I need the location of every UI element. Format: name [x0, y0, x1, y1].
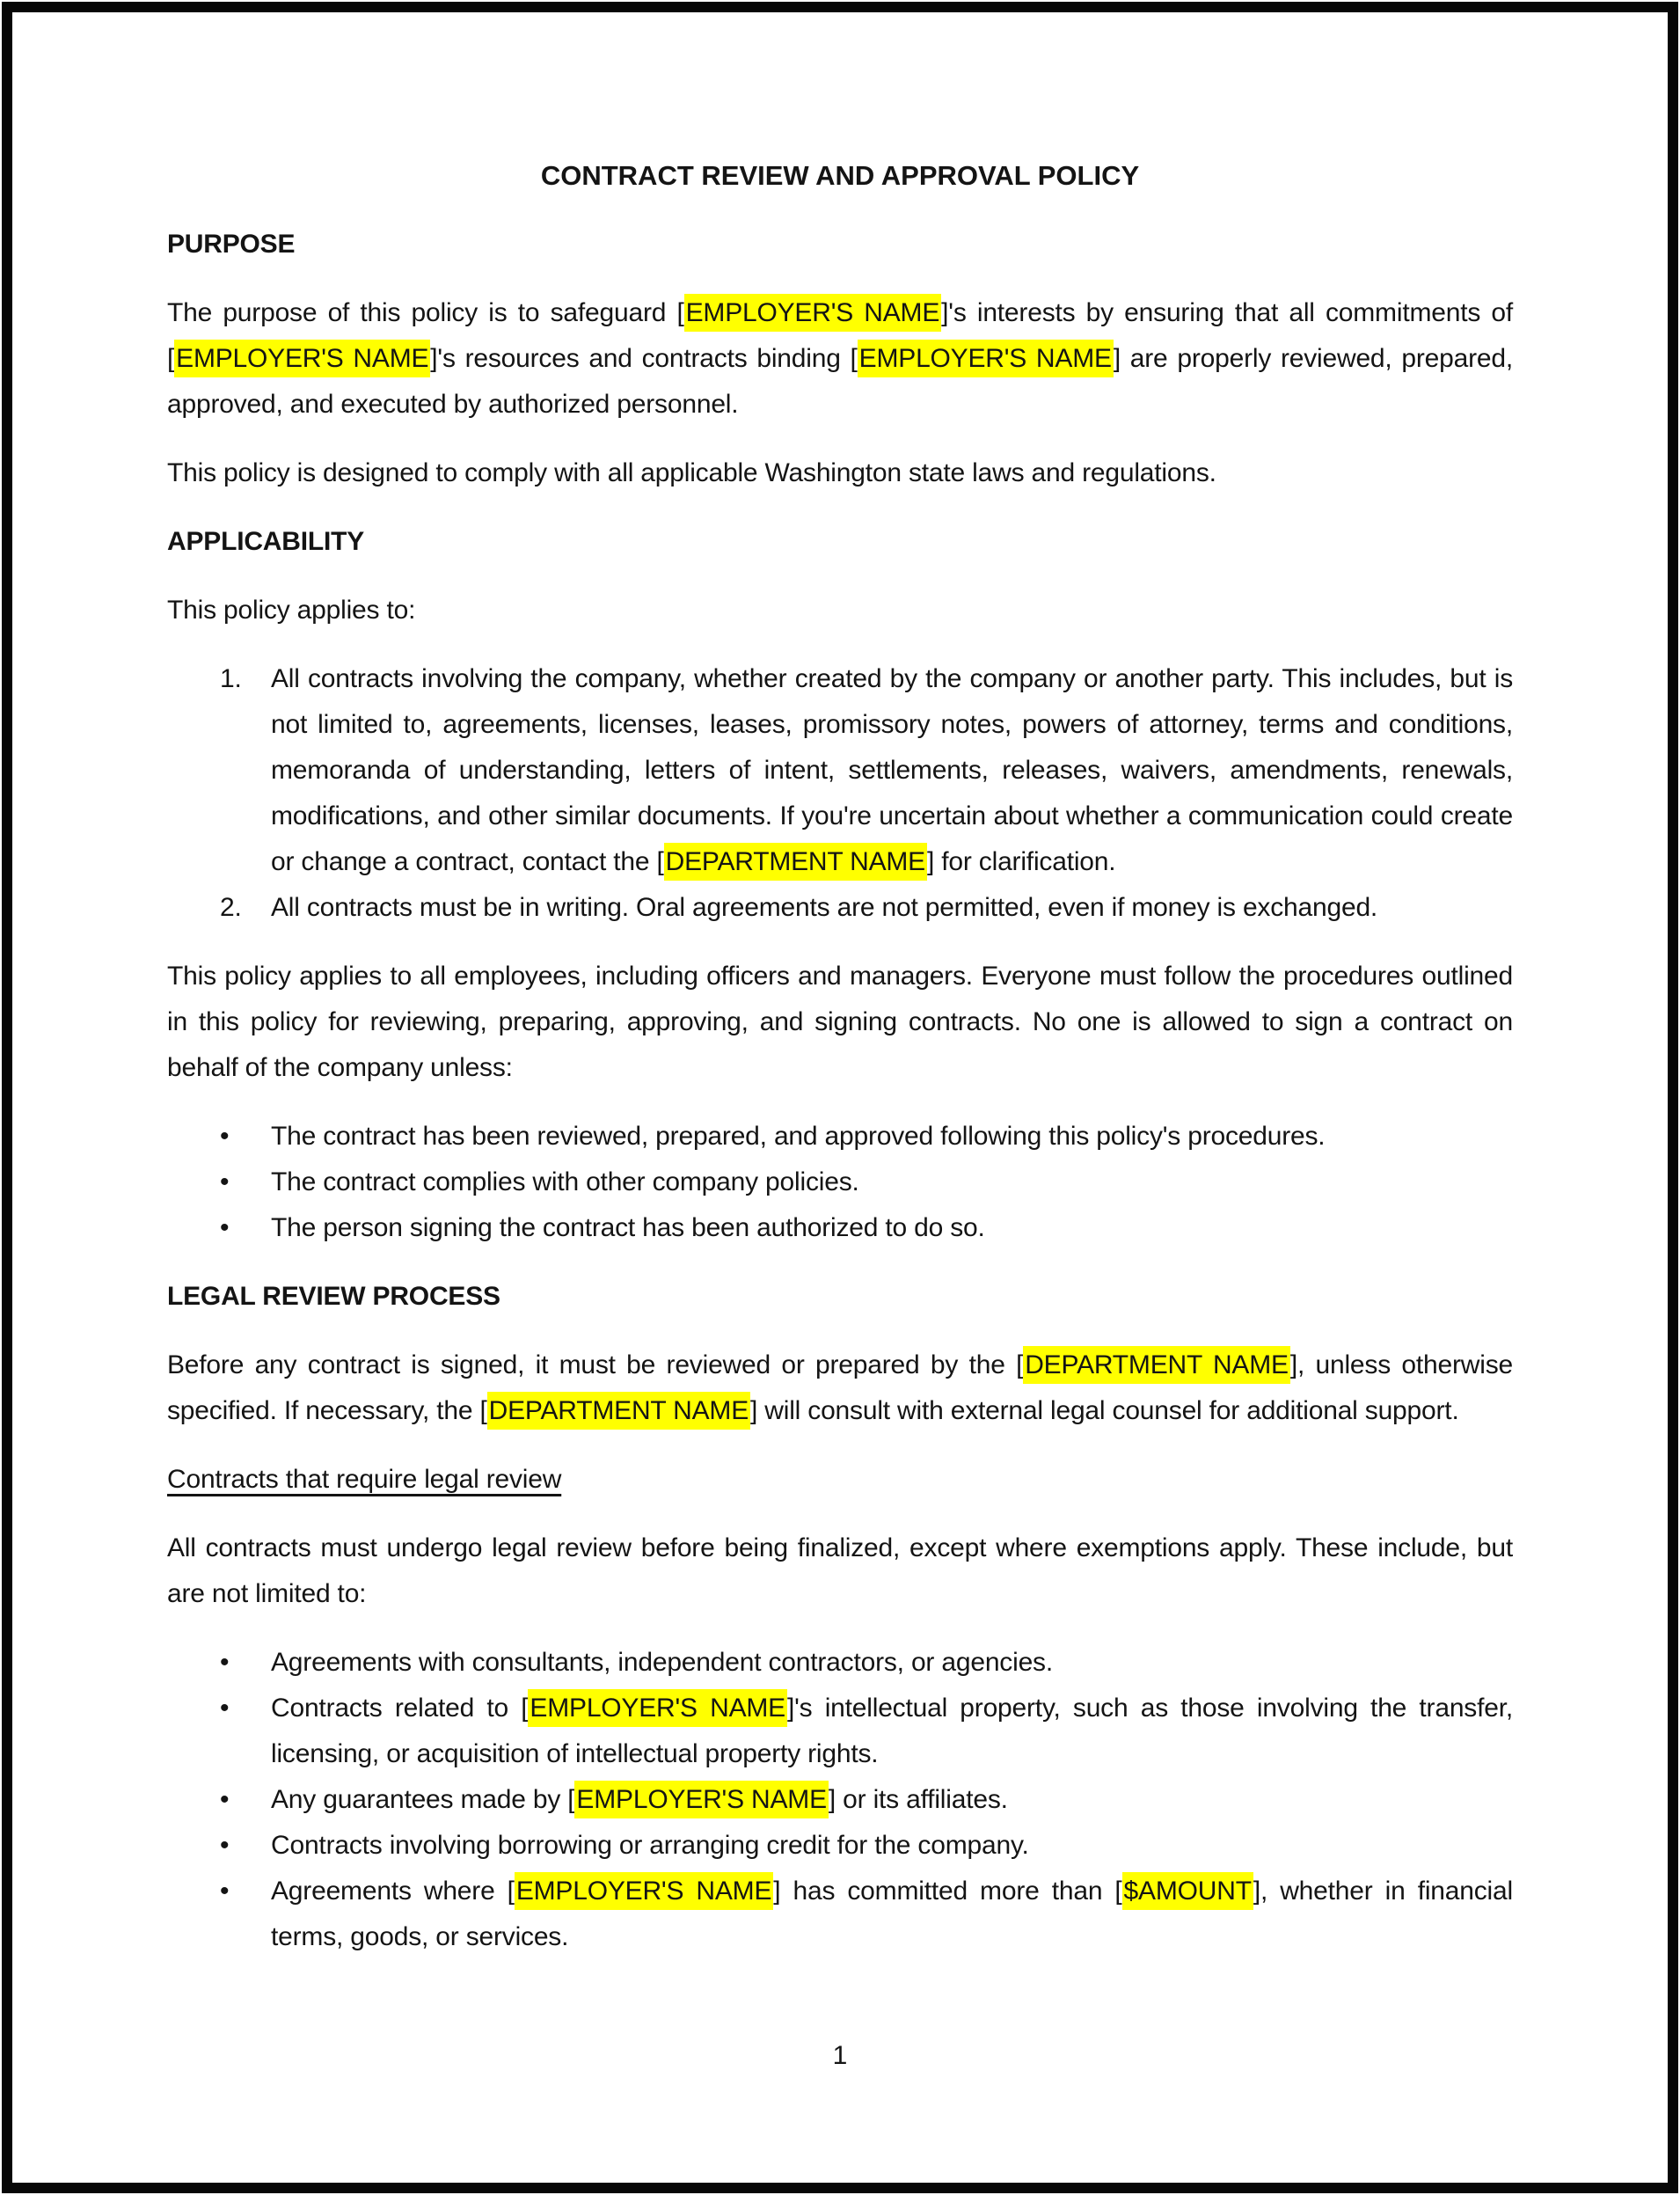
bullet-text: The person signing the contract has been authorized to do so. [271, 1213, 985, 1242]
page-number: 1 [832, 2041, 848, 2070]
highlight-department-name: DEPARTMENT NAME [1023, 1346, 1290, 1384]
bullet-text: Agreements with consultants, independent contractors, or agencies. [271, 1648, 1053, 1677]
bullet-item [167, 1823, 1513, 1869]
highlight-employers-name: EMPLOYER'S NAME [515, 1872, 773, 1910]
legal-review-exemptions-bullet-list [167, 1640, 1513, 1960]
bullet-marker: • [220, 1877, 230, 1906]
bullet-marker: • [220, 1831, 230, 1860]
section-heading-applicability: APPLICABILITY [167, 527, 365, 556]
legal-review-paragraph-2: All contracts must undergo legal review before being finalized, except where exemptions apply. These include, but are not limited to: [167, 1533, 1513, 1608]
bullet-text: Contracts involving borrowing or arranging credit for the company. [271, 1831, 1029, 1860]
section-heading-legal-review: LEGAL REVIEW PROCESS [167, 1282, 500, 1311]
list-item-2 [167, 885, 1513, 931]
bullet-item [167, 1640, 1513, 1686]
purpose-paragraph-2: This policy is designed to comply with all applicable Washington state laws and regulations. [167, 458, 1216, 487]
text-run: ]'s resources and contracts binding [ [430, 344, 858, 373]
bullet-marker: • [220, 1167, 230, 1196]
bullet-marker: • [220, 1213, 230, 1242]
purpose-paragraph-1 [167, 290, 1513, 428]
highlight-amount: $AMOUNT [1122, 1872, 1253, 1910]
bullet-marker: • [220, 1648, 230, 1677]
section-heading-purpose: PURPOSE [167, 230, 296, 259]
list-item-1 [167, 656, 1513, 885]
highlight-employers-name: EMPLOYER'S NAME [684, 294, 942, 332]
text-run: ], unless otherwise specified. If necessary, the [ [167, 1350, 1513, 1425]
applicability-scope-paragraph: This policy applies to all employees, including officers and managers. Everyone must follow the procedures outlined in this policy for reviewing, preparing, approving, and signing contracts. No one is allowed to sign a contract on behalf of the company unless: [167, 962, 1513, 1082]
highlight-department-name: DEPARTMENT NAME [487, 1392, 750, 1430]
list-number: 1. [220, 664, 242, 693]
highlight-department-name: DEPARTMENT NAME [664, 843, 927, 881]
text-run: Any guarantees made by [ [271, 1785, 575, 1814]
text-run: Contracts related to [ [271, 1694, 529, 1723]
bullet-item [167, 1114, 1513, 1160]
document-content [12, 12, 1668, 1960]
highlight-employers-name: EMPLOYER'S NAME [528, 1689, 787, 1727]
text-run: ], whether in financial terms, goods, or services. [271, 1877, 1513, 1951]
list-number: 2. [220, 893, 242, 922]
bullet-text [271, 1689, 1513, 1768]
highlight-employers-name: EMPLOYER'S NAME [574, 1781, 828, 1818]
text-run: ] or its affiliates. [828, 1785, 1008, 1814]
bullet-marker: • [220, 1785, 230, 1814]
bullet-text [271, 1781, 1008, 1818]
applicability-intro: This policy applies to: [167, 596, 416, 625]
text-run: Before any contract is signed, it must be reviewed or prepared by the [ [167, 1350, 1024, 1379]
bullet-item [167, 1160, 1513, 1205]
text-run: The purpose of this policy is to safeguard [ [167, 298, 684, 327]
text-run: Agreements where [ [271, 1877, 515, 1906]
text-run: ]'s intellectual property, such as those involving the transfer, licensing, or acquisition of intellectual property rights. [271, 1694, 1513, 1768]
bullet-item [167, 1686, 1513, 1777]
applicability-numbered-list [167, 656, 1513, 931]
bullet-item [167, 1869, 1513, 1960]
document-title: CONTRACT REVIEW AND APPROVAL POLICY [540, 160, 1140, 191]
text-run: ] are properly reviewed, prepared, approved, and executed by authorized personnel. [167, 344, 1513, 419]
bullet-text: The contract complies with other company policies. [271, 1167, 859, 1196]
list-item-text: All contracts must be in writing. Oral agreements are not permitted, even if money is exchanged. [271, 893, 1378, 922]
bullet-text [271, 1872, 1513, 1951]
text-run: All contracts involving the company, whether created by the company or another party. This includes, but is not limited to, agreements, licenses, leases, promissory notes, powers of attorney, terms and conditions, memoranda of understanding, letters of intent, settlements, releases, waivers, amendments, renewals, modifications, and other similar documents. If you're uncertain about whether a communication could create or change a contract, contact the [ [271, 664, 1513, 876]
highlight-employers-name: EMPLOYER'S NAME [858, 340, 1114, 377]
text-run: ] will consult with external legal counsel for additional support. [750, 1396, 1459, 1425]
bullet-item [167, 1205, 1513, 1251]
bullet-item [167, 1777, 1513, 1823]
subheading-contracts-requiring-legal-review: Contracts that require legal review [167, 1465, 562, 1494]
text-run: ] for clarification. [926, 847, 1116, 876]
bullet-marker: • [220, 1694, 230, 1723]
bullet-marker: • [220, 1122, 230, 1151]
document-page [2, 2, 1678, 2193]
highlight-employers-name: EMPLOYER'S NAME [174, 340, 430, 377]
bullet-text: The contract has been reviewed, prepared, and approved following this policy's procedures. [271, 1122, 1326, 1151]
signing-conditions-bullet-list [167, 1114, 1513, 1251]
list-item-text [271, 664, 1513, 881]
text-run: ]'s interests by ensuring that all commitments of [ [167, 298, 1513, 373]
legal-review-paragraph-1 [167, 1343, 1513, 1434]
text-run: ] has committed more than [ [773, 1877, 1122, 1906]
